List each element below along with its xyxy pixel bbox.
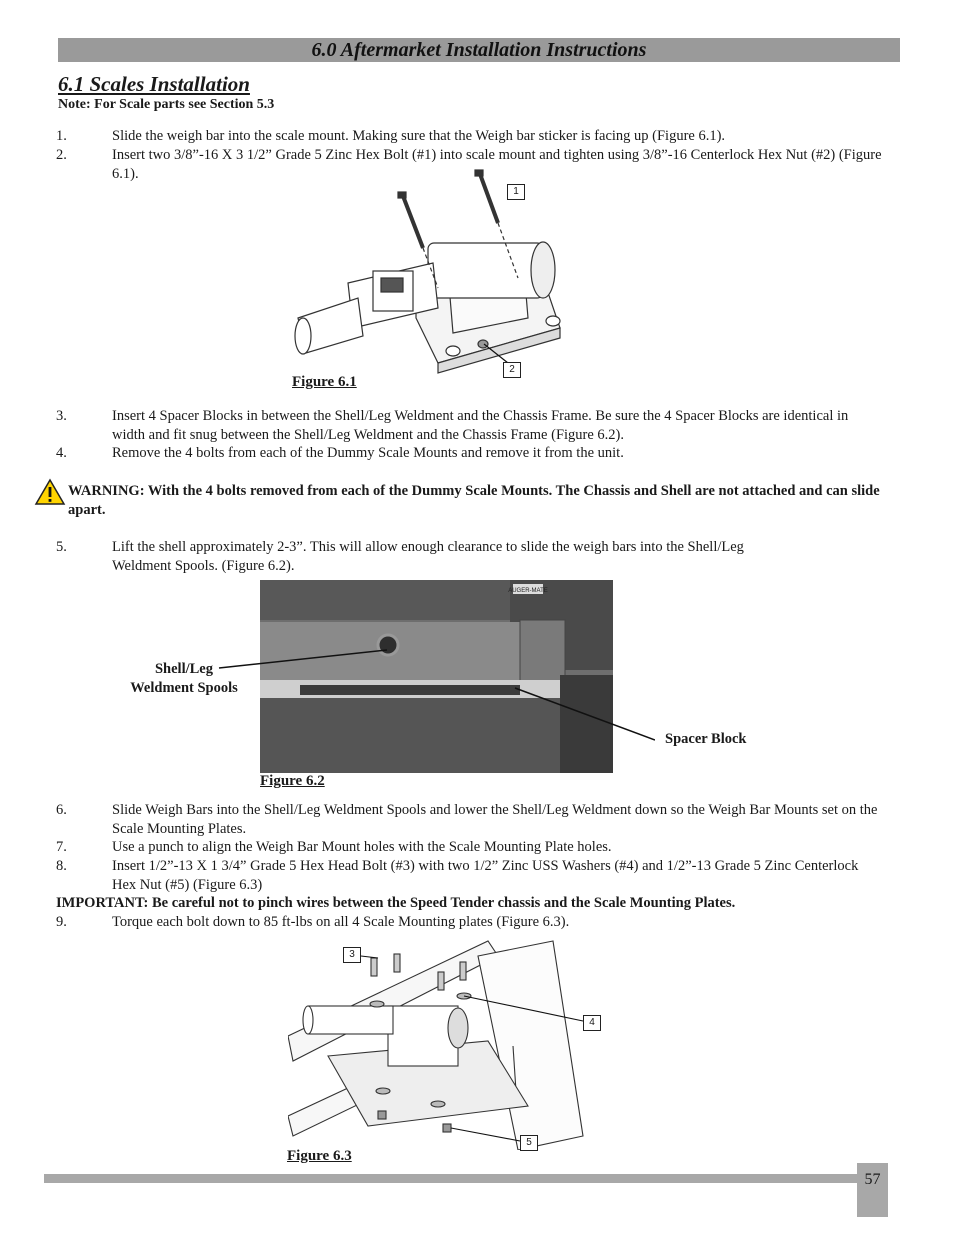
step-text: Use a punch to align the Weigh Bar Mount holes with the Scale Mounting Plate holes. xyxy=(112,839,612,855)
figure2-leader-lines xyxy=(215,640,655,750)
figure-caption: Figure 6.3 xyxy=(287,1148,352,1164)
step-number: 9. xyxy=(56,914,67,930)
step-number: 5. xyxy=(56,539,67,555)
label-spacer-block: Spacer Block xyxy=(665,731,747,747)
step-number: 1. xyxy=(56,128,67,144)
page-number: 57 xyxy=(864,1171,881,1188)
step-text: Lift the shell approximately 2-3”. This will allow enough clearance to slide the weigh bars into the Shell/Leg Weldment Spools. (Figure 6.2). xyxy=(112,539,744,574)
step-number: 8. xyxy=(56,858,67,874)
important-note: IMPORTANT: Be careful not to pinch wires between the Speed Tender chassis and the Scale Mounting Plates. xyxy=(56,895,736,911)
callout-2: 2 xyxy=(503,362,521,378)
figure-caption: Figure 6.1 xyxy=(292,374,357,390)
callout-4: 4 xyxy=(583,1015,601,1031)
callout-5: 5 xyxy=(520,1135,538,1151)
scale-mounting-plate-illustration xyxy=(288,936,588,1150)
section-note: Note: For Scale parts see Section 5.3 xyxy=(58,97,275,112)
footer-bar xyxy=(44,1174,858,1183)
step-number: 4. xyxy=(56,445,67,461)
step-number: 3. xyxy=(56,408,67,424)
warning-text: WARNING: With the 4 bolts removed from each of the Dummy Scale Mounts. The Chassis and Shell are not attached and can slide apart. xyxy=(68,483,880,518)
step-text: Insert 4 Spacer Blocks in between the Shell/Leg Weldment and the Chassis Frame. Be sure the 4 Spacer Blocks are identical in width and fit snug between the Shell/Leg Weldment and the Chassis Frame (Figure 6.2). xyxy=(112,408,849,443)
page-number-box xyxy=(857,1163,888,1217)
scale-mount-illustration xyxy=(288,168,570,383)
label-shell-leg-line-1: Shell/Leg xyxy=(154,661,213,677)
step-number: 6. xyxy=(56,802,67,818)
step-number: 7. xyxy=(56,839,67,855)
step-number: 2. xyxy=(56,147,67,163)
label-shell-leg-line-2: Weldment Spools xyxy=(130,680,238,696)
photo-sign-text: AUGER-MATE xyxy=(508,588,548,594)
warning-triangle-icon xyxy=(34,478,66,506)
callout-1: 1 xyxy=(507,184,525,200)
step-text: Torque each bolt down to 85 ft-lbs on all 4 Scale Mounting plates (Figure 6.3). xyxy=(112,914,570,930)
step-text: Insert 1/2”-13 X 1 3/4” Grade 5 Hex Head Bolt (#3) with two 1/2” Zinc USS Washers (#4) and 1/2”-13 Grade 5 Zinc Centerlock Hex Nut (#5) (Figure 6.3) xyxy=(112,858,859,893)
step-text: Remove the 4 bolts from each of the Dummy Scale Mounts and remove it from the unit. xyxy=(112,445,624,461)
figure-caption: Figure 6.2 xyxy=(260,773,325,789)
step-text: Insert two 3/8”-16 X 3 1/2” Grade 5 Zinc Hex Bolt (#1) into scale mount and tighten using 3/8”-16 Centerlock Hex Nut (#2) (Figure 6.1). xyxy=(112,147,882,182)
header-bar xyxy=(58,38,900,62)
section-title: 6.1 Scales Installation xyxy=(58,72,250,96)
step-text: Slide the weigh bar into the scale mount. Making sure that the Weigh bar sticker is facing up (Figure 6.1). xyxy=(112,128,726,144)
label-shell-leg-spools xyxy=(117,660,251,698)
step-text: Slide Weigh Bars into the Shell/Leg Weldment Spools and lower the Shell/Leg Weldment down so the Weigh Bar Mounts set on the Scale Mounting Plates. xyxy=(112,802,878,837)
callout-3: 3 xyxy=(343,947,361,963)
page-header-title: 6.0 Aftermarket Installation Instructions xyxy=(311,39,647,61)
